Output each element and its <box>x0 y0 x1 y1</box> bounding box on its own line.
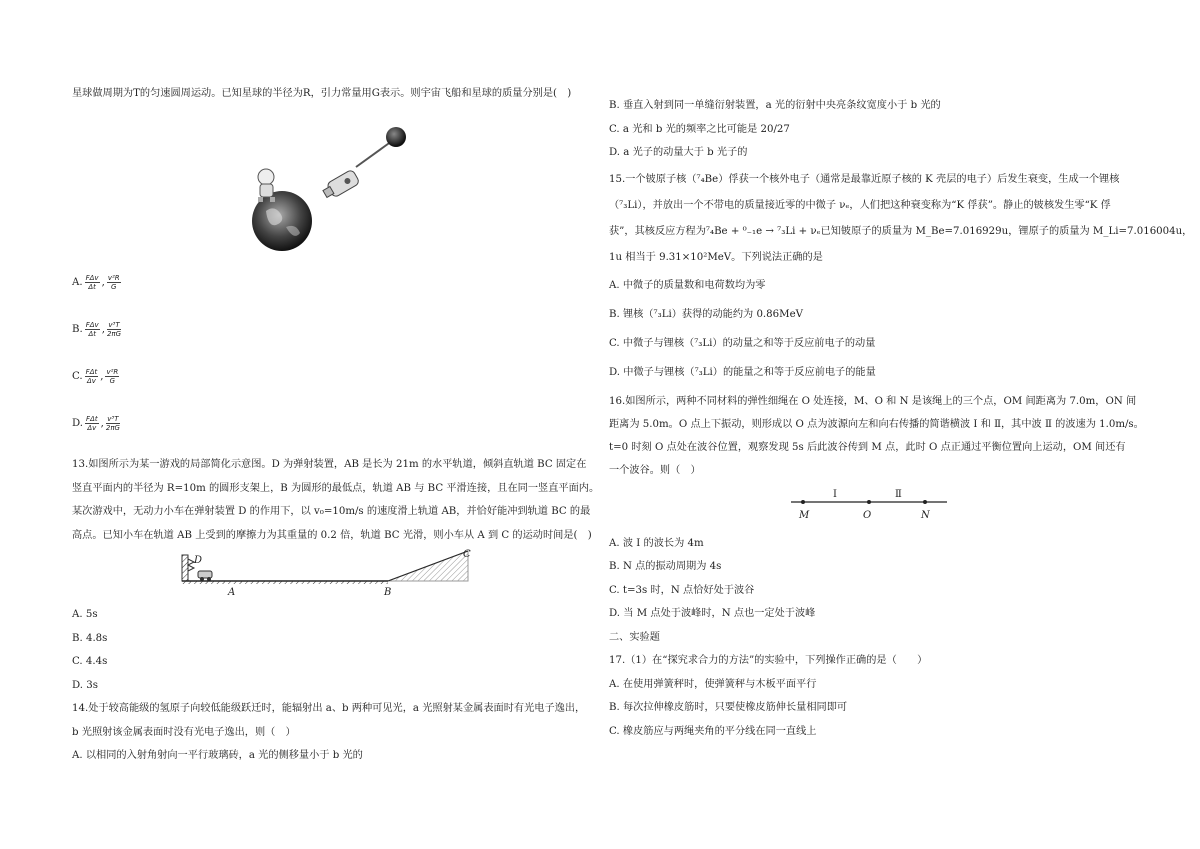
spaceship-icon <box>321 169 360 201</box>
q16-option-d[interactable]: D. 当 M 点处于波峰时，N 点也一定处于波峰 <box>609 608 816 619</box>
q15-stem: 15.一个铍原子核（⁷₄Be）俘获一个核外电子（通常是最靠近原子核的 K 壳层的电子）后发生衰变，生成一个锂核 （⁷₃Li），并放出一个不带电的质量接近零的中微子 νₑ，人们把这种衰变称为“K 俘获”。静止的铍核发生零“K 俘 获”，其核反应方程为⁷₄Be + ⁰₋₁e → ⁷₃Li + νₑ已知铍原子的质量为 M_Be=7.016929u，锂原子的质量为 M_Li=7.016004u， 1u 相当于 9.31×10²MeV。下列说法正确的是 <box>609 173 1193 263</box>
q12-option-b[interactable]: B. $\frac{\text{FΔv}}{\Delta t}$ , $\frac{\text{v³T}}{2\pi G}$ <box>72 321 122 338</box>
track-figure <box>178 549 478 599</box>
q13-options <box>72 603 592 697</box>
q12-stem: 星球做周期为T的匀速圆周运动。已知星球的半径为R，引力常量用G表示。则宇宙飞船和星球的质量分别是( ) <box>72 88 572 99</box>
q14-option-b[interactable]: B. 垂直入射到同一单缝衍射装置，a 光的衍射中央亮条纹宽度小于 b 光的 <box>609 100 941 111</box>
fraction: $\frac{\text{v²R}}{G}$ <box>107 274 120 291</box>
fraction: $\frac{\text{v³T}}{2\pi G}$ <box>105 415 120 432</box>
q13-option-d[interactable]: D. 3s <box>72 679 98 691</box>
label-m: M <box>799 509 810 521</box>
wave-2-label: Ⅱ <box>895 488 902 500</box>
q13-option-c[interactable]: C. 4.4s <box>72 656 108 667</box>
car-icon <box>198 571 212 578</box>
section-title: 二、实验题 <box>609 631 660 643</box>
q16-option-a[interactable]: A. 波 Ⅰ 的波长为 4m <box>609 537 704 549</box>
q16-stem: 16.如图所示，两种不同材料的弹性细绳在 O 处连接，M、O 和 N 是该绳上的三个点，OM 间距离为 7.0m，ON 间 距离为 5.0m。O 点上下振动，则形成以 O 点为波源向左和向右传播的简谐横波 Ⅰ 和 Ⅱ，其中波 Ⅱ 的波速为 1.0m/s。 t=0 时刻 O 点处在波谷位置，观察发现 5s 后此波谷传到 M 点，此时 O 点正通过平衡位置向上运动，OM 间还有 一个波谷。则（ ） <box>609 395 1144 476</box>
q13-figure-area <box>72 547 592 603</box>
q15-option-c[interactable]: C. 中微子与锂核（⁷₃Li）的动量之和等于反应前电子的动量 <box>609 337 876 349</box>
q14-stem: 14.处于较高能级的氢原子向较低能级跃迁时，能辐射出 a、b 两种可见光，a 光照射某金属表面时有光电子逸出， b 光照射该金属表面时没有光电子逸出，则（ ） A. 以相同的入射角射向一平行玻璃砖，a 光的侧移量小于 b 光的 <box>72 697 592 768</box>
label-a: A <box>228 587 236 598</box>
q14-option-a[interactable]: A. 以相同的入射角射向一平行玻璃砖，a 光的侧移量小于 b 光的 <box>72 750 363 761</box>
wave-1-label: Ⅰ <box>833 488 837 500</box>
q13-option-a[interactable]: A. 5s <box>72 609 98 620</box>
fraction: $\frac{\text{v³T}}{2\pi G}$ <box>106 321 122 338</box>
q17-stem: 17.（1）在“探究求合力的方法”的实验中，下列操作正确的是（ ） <box>609 655 928 666</box>
q12-figure-area <box>72 101 592 259</box>
point-o <box>867 500 871 504</box>
q14-option-d[interactable]: D. a 光子的动量大于 b 光子的 <box>609 147 748 158</box>
q12-option-a[interactable]: A. $\frac{\text{FΔv}}{\Delta t}$ , $\frac{\text{v²R}}{G}$ <box>72 274 120 291</box>
label-n: N <box>921 509 930 521</box>
label-d: D <box>194 555 203 566</box>
q17-option-c[interactable]: C. 橡皮筋应与两绳夹角的平分线在同一直线上 <box>609 725 817 737</box>
q16-option-c[interactable]: C. t=3s 时，N 点恰好处于波谷 <box>609 584 755 596</box>
q15-option-d[interactable]: D. 中微子与锂核（⁷₃Li）的能量之和等于反应前电子的能量 <box>609 366 876 378</box>
label-c: C <box>463 549 471 560</box>
label-b: B <box>384 587 392 598</box>
label-o: O <box>863 509 872 521</box>
fraction: $\frac{\text{FΔt}}{\Delta v}$ <box>86 415 98 432</box>
q15-option-a[interactable]: A. 中微子的质量数和电荷数均为零 <box>609 279 766 291</box>
planet-spaceship-figure <box>244 123 412 251</box>
q12-option-c[interactable]: C. $\frac{\text{FΔt}}{\Delta v}$ , $\frac{\text{v²R}}{G}$ <box>72 368 119 385</box>
point-m <box>801 500 805 504</box>
fraction: $\frac{\text{FΔv}}{\Delta t}$ <box>85 274 99 291</box>
q14-option-c[interactable]: C. a 光和 b 光的频率之比可能是 20/27 <box>609 123 790 135</box>
rope-wave-figure <box>787 486 957 526</box>
q12-option-d[interactable]: D. $\frac{\text{FΔt}}{\Delta v}$ , $\frac{\text{v³T}}{2\pi G}$ <box>72 415 120 432</box>
fraction: $\frac{\text{v²R}}{G}$ <box>106 368 119 385</box>
q17-option-b[interactable]: B. 每次拉伸橡皮筋时，只要使橡皮筋伸长量相同即可 <box>609 702 848 713</box>
astronaut-icon <box>258 169 275 202</box>
left-column <box>72 86 600 768</box>
star-icon <box>386 127 406 147</box>
q12-options <box>72 259 592 447</box>
fraction: $\frac{\text{FΔt}}{\Delta v}$ <box>85 368 98 385</box>
right-column <box>609 94 1193 743</box>
q15-option-b[interactable]: B. 锂核（⁷₃Li）获得的动能约为 0.86MeV <box>609 308 803 320</box>
fraction: $\frac{\text{FΔv}}{\Delta t}$ <box>85 321 99 338</box>
q13-stem: 13.如图所示为某一游戏的局部简化示意图。D 为弹射装置，AB 是长为 21m 的水平轨道，倾斜直轨道 BC 固定在 竖直平面内的半径为 R=10m 的圆形支架上，B 为圆形的最低点，轨道 AB 与 BC 平滑连接，且在同一竖直平面内。 某次游戏中，无动力小车在弹射装置 D 的作用下，以 v₀=10m/s 的速度滑上轨道 AB，并恰好能冲到轨道 BC 的最 高点。已知小车在轨道 AB 上受到的摩擦力为其重量的 0.2 倍，轨道 BC 光滑，则小车从 A 到 C 的运动时间是( ) <box>72 459 600 541</box>
q16-figure-area <box>609 482 1139 532</box>
q15-options <box>609 271 1139 387</box>
point-n <box>923 500 927 504</box>
q16-option-b[interactable]: B. N 点的振动周期为 4s <box>609 561 722 572</box>
q16-options <box>609 532 1139 626</box>
q17-option-a[interactable]: A. 在使用弹簧秤时，使弹簧秤与木板平面平行 <box>609 678 817 690</box>
q13-option-b[interactable]: B. 4.8s <box>72 632 108 644</box>
